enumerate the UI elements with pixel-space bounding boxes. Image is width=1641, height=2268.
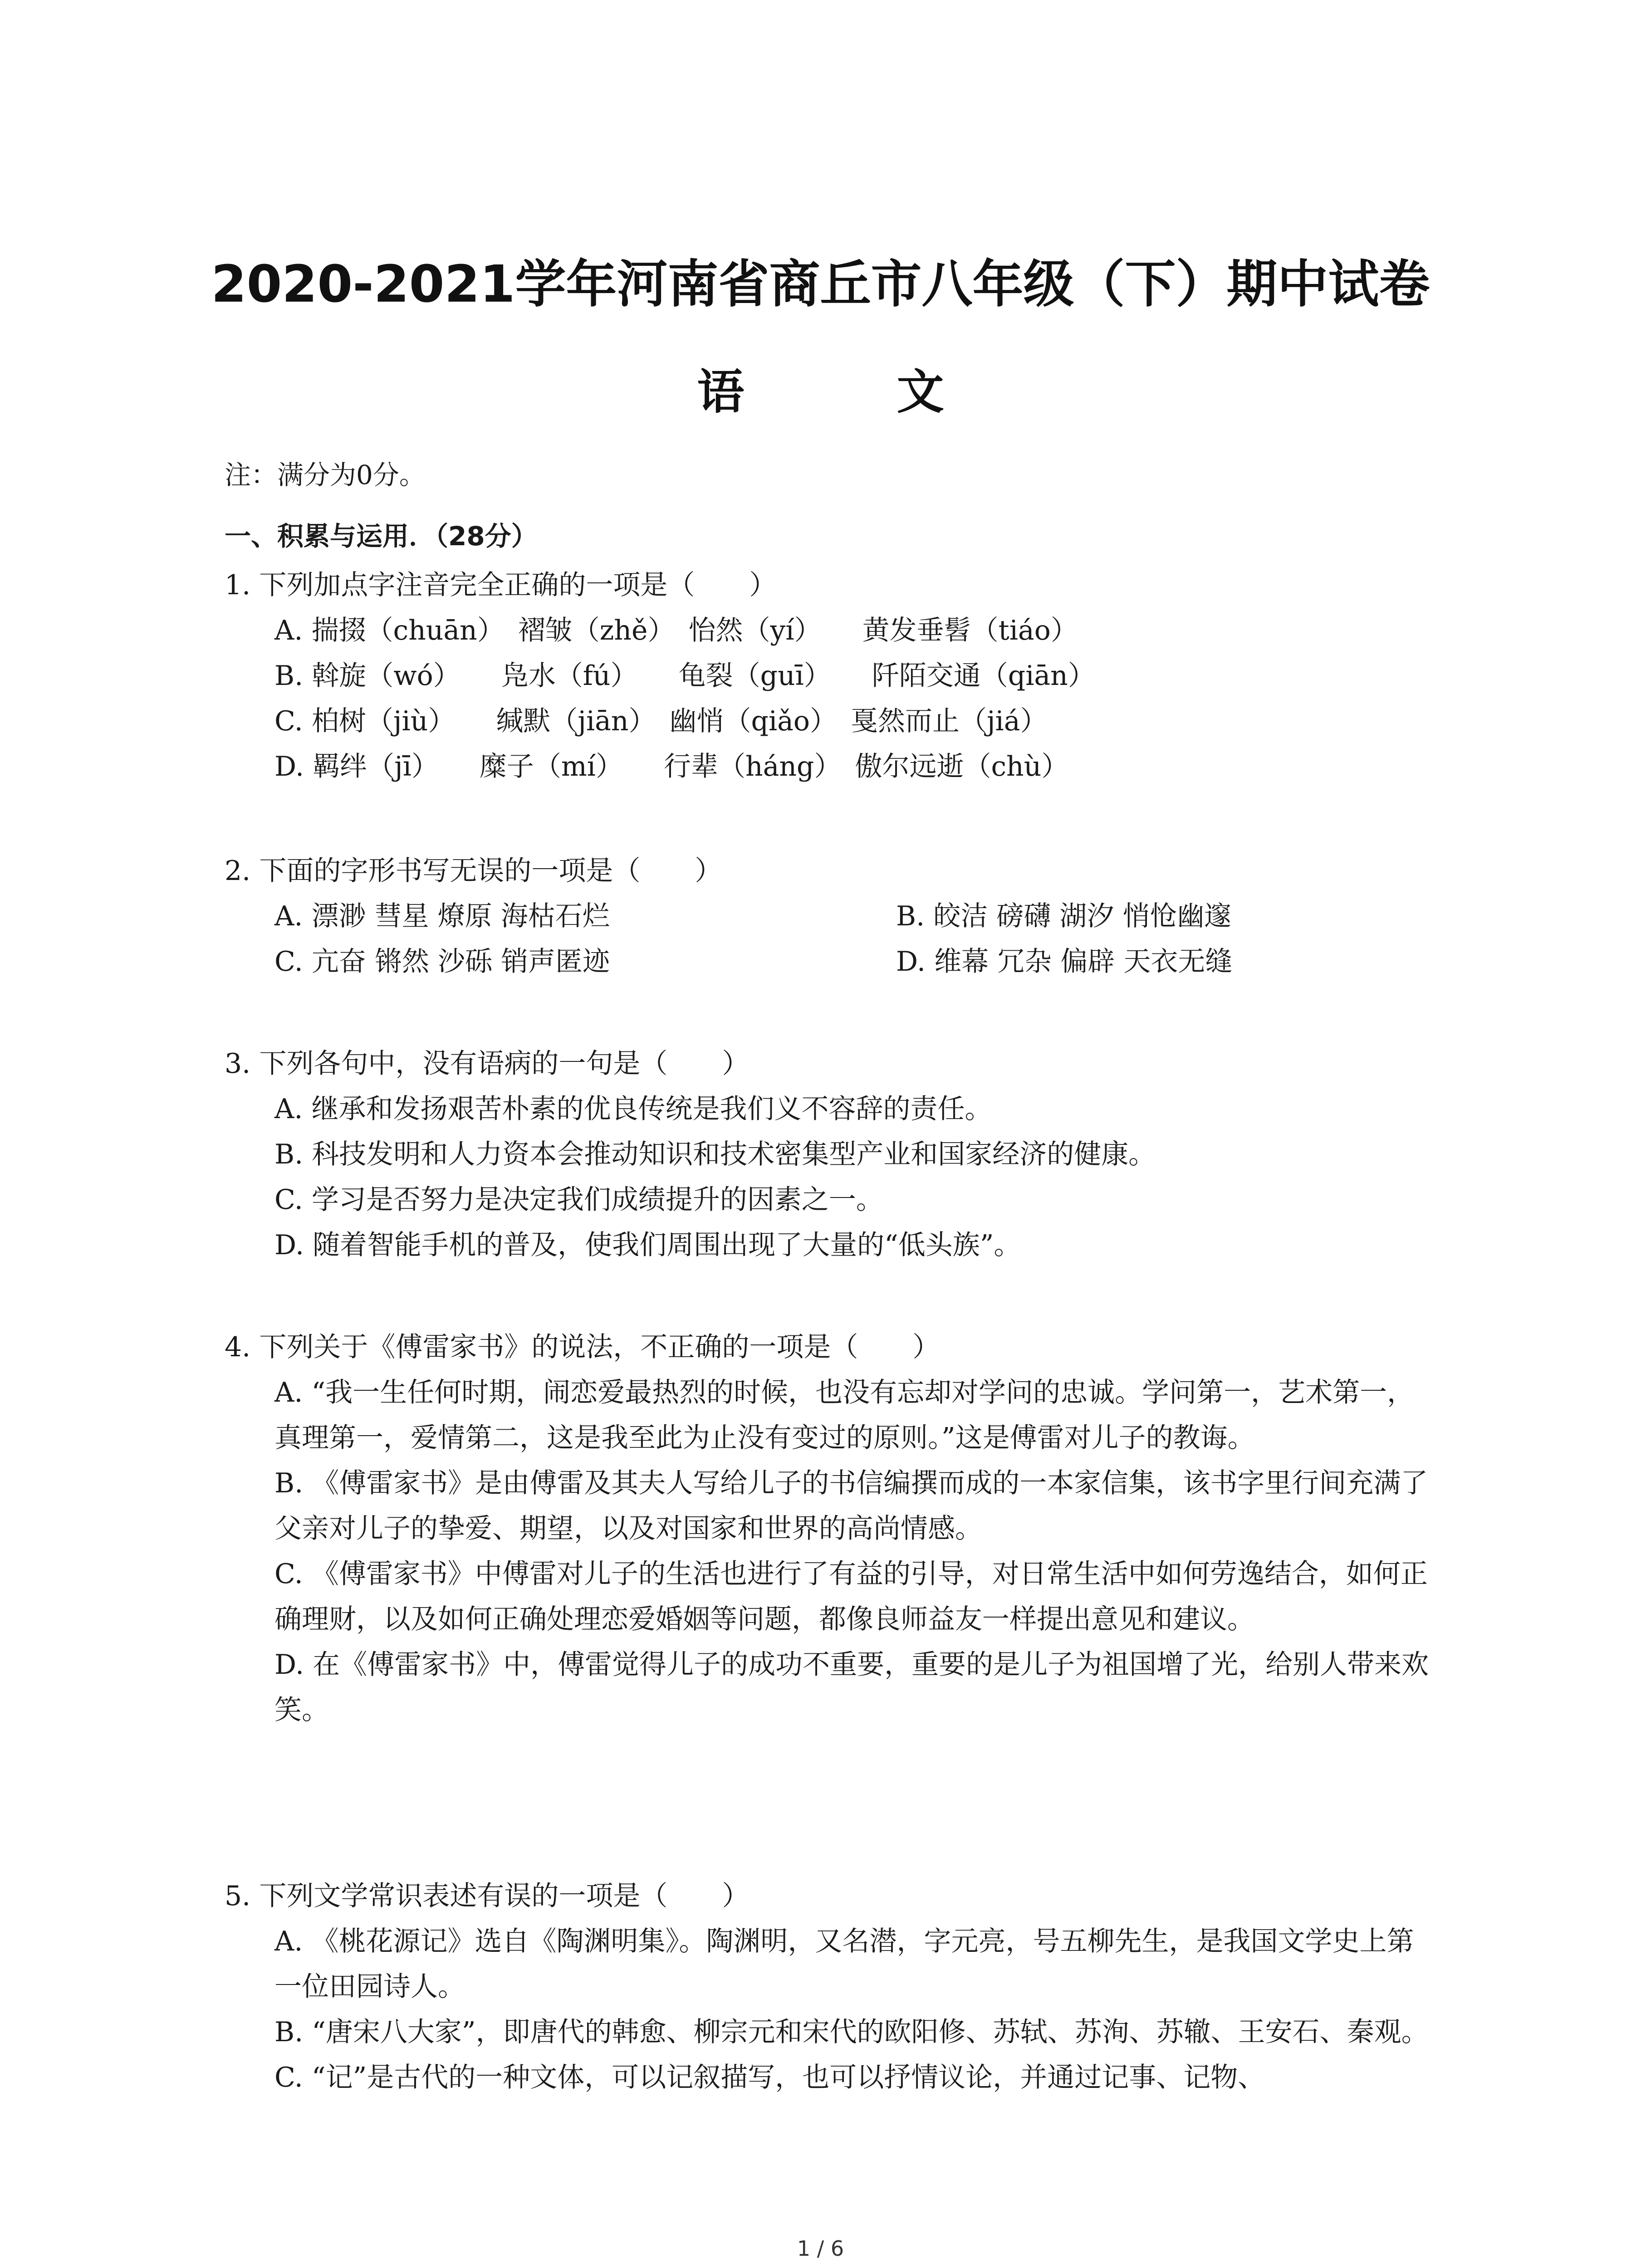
option-a: A. 漂渺 彗星 燎原 海枯石烂 [274,900,610,932]
question-4 [225,1325,1431,1733]
option-c: C. 亢奋 锵然 沙砾 销声匿迹 [274,946,610,978]
option-c: C. 《傅雷家书》中傅雷对儿子的生活也进行了有益的引导，对日常生活中如何劳逸结合，如何正确理财，以及如何正确处理恋爱婚姻等问题，都像良师益友一样提出意见和建议。 [274,1558,1428,1635]
option-b: B. 科技发明和人力资本会推动知识和技术密集型产业和国家经济的健康。 [274,1139,1156,1170]
question-1 [225,562,1431,789]
question-stem: 1. 下列加点字注音完全正确的一项是（ ） [225,569,777,601]
section-heading: 一、积累与运用．（28分） [225,521,538,552]
subject-title: 语 文 [697,364,1012,420]
question-5 [225,1873,1431,2100]
question-2 [225,848,1431,984]
exam-title: 2020-2021学年河南省商丘市八年级（下）期中试卷 [211,255,1430,314]
option-a: A. 揣掇（chuān） 褶皱（zhě） 怡然（yí） 黄发垂髫（tiáo） [274,615,1078,646]
option-b: B. 斡旋（wó） 凫水（fú） 龟裂（guī） 阡陌交通（qiān） [274,660,1095,692]
score-note: 注：满分为0分。 [225,459,426,490]
option-d: D. 在《傅雷家书》中，傅雷觉得儿子的成功不重要，重要的是儿子为祖国增了光，给别人带来欢笑。 [274,1649,1429,1726]
question-stem: 5. 下列文学常识表述有误的一项是（ ） [225,1880,749,1912]
option-c: C. “记”是古代的一种文体，可以记叙描写，也可以抒情议论，并通过记事、记物、 [274,2062,1265,2093]
question-stem: 4. 下列关于《傅雷家书》的说法，不正确的一项是（ ） [225,1331,940,1363]
option-a: A. 继承和发扬艰苦朴素的优良传统是我们义不容辞的责任。 [274,1093,992,1125]
option-b: B. 皎洁 磅礴 湖汐 悄怆幽邃 [896,900,1232,932]
question-stem: 2. 下面的字形书写无误的一项是（ ） [225,855,722,887]
option-a: A. 《桃花源记》选自《陶渊明集》。陶渊明，又名潜，字元亮，号五柳先生，是我国文学史上第一位田园诗人。 [274,1926,1414,2003]
option-d: D. 维幕 冗杂 偏辟 天衣无缝 [896,946,1233,978]
option-d: D. 羁绊（jī） 糜子（mí） 行辈（háng） 傲尔远逝（chù） [274,751,1069,782]
option-c: C. 学习是否努力是决定我们成绩提升的因素之一。 [274,1184,883,1216]
option-c: C. 柏树（jiù） 缄默（jiān） 幽悄（qiǎo） 戛然而止（jiá） [274,705,1048,737]
question-stem: 3. 下列各句中，没有语病的一句是（ ） [225,1048,749,1080]
page-number: 1 / 6 [797,2236,844,2261]
option-b: B. “唐宋八大家”，即唐代的韩愈、柳宗元和宋代的欧阳修、苏轼、苏洵、苏辙、王安石、秦观。 [274,2016,1429,2048]
option-b: B. 《傅雷家书》是由傅雷及其夫人写给儿子的书信编撰而成的一本家信集，该书字里行间充满了父亲对儿子的挚爱、期望，以及对国家和世界的高尚情感。 [274,1467,1428,1545]
option-a: A. “我一生任何时期，闹恋爱最热烈的时候，也没有忘却对学问的忠诚。学问第一，艺术第一，真理第一，爱情第二，这是我至此为止没有变过的原则。”这是傅雷对儿子的教诲。 [274,1377,1415,1454]
question-3 [225,1041,1431,1268]
options-grid [274,894,1431,984]
option-d: D. 随着智能手机的普及，使我们周围出现了大量的“低头族”。 [274,1229,1021,1261]
